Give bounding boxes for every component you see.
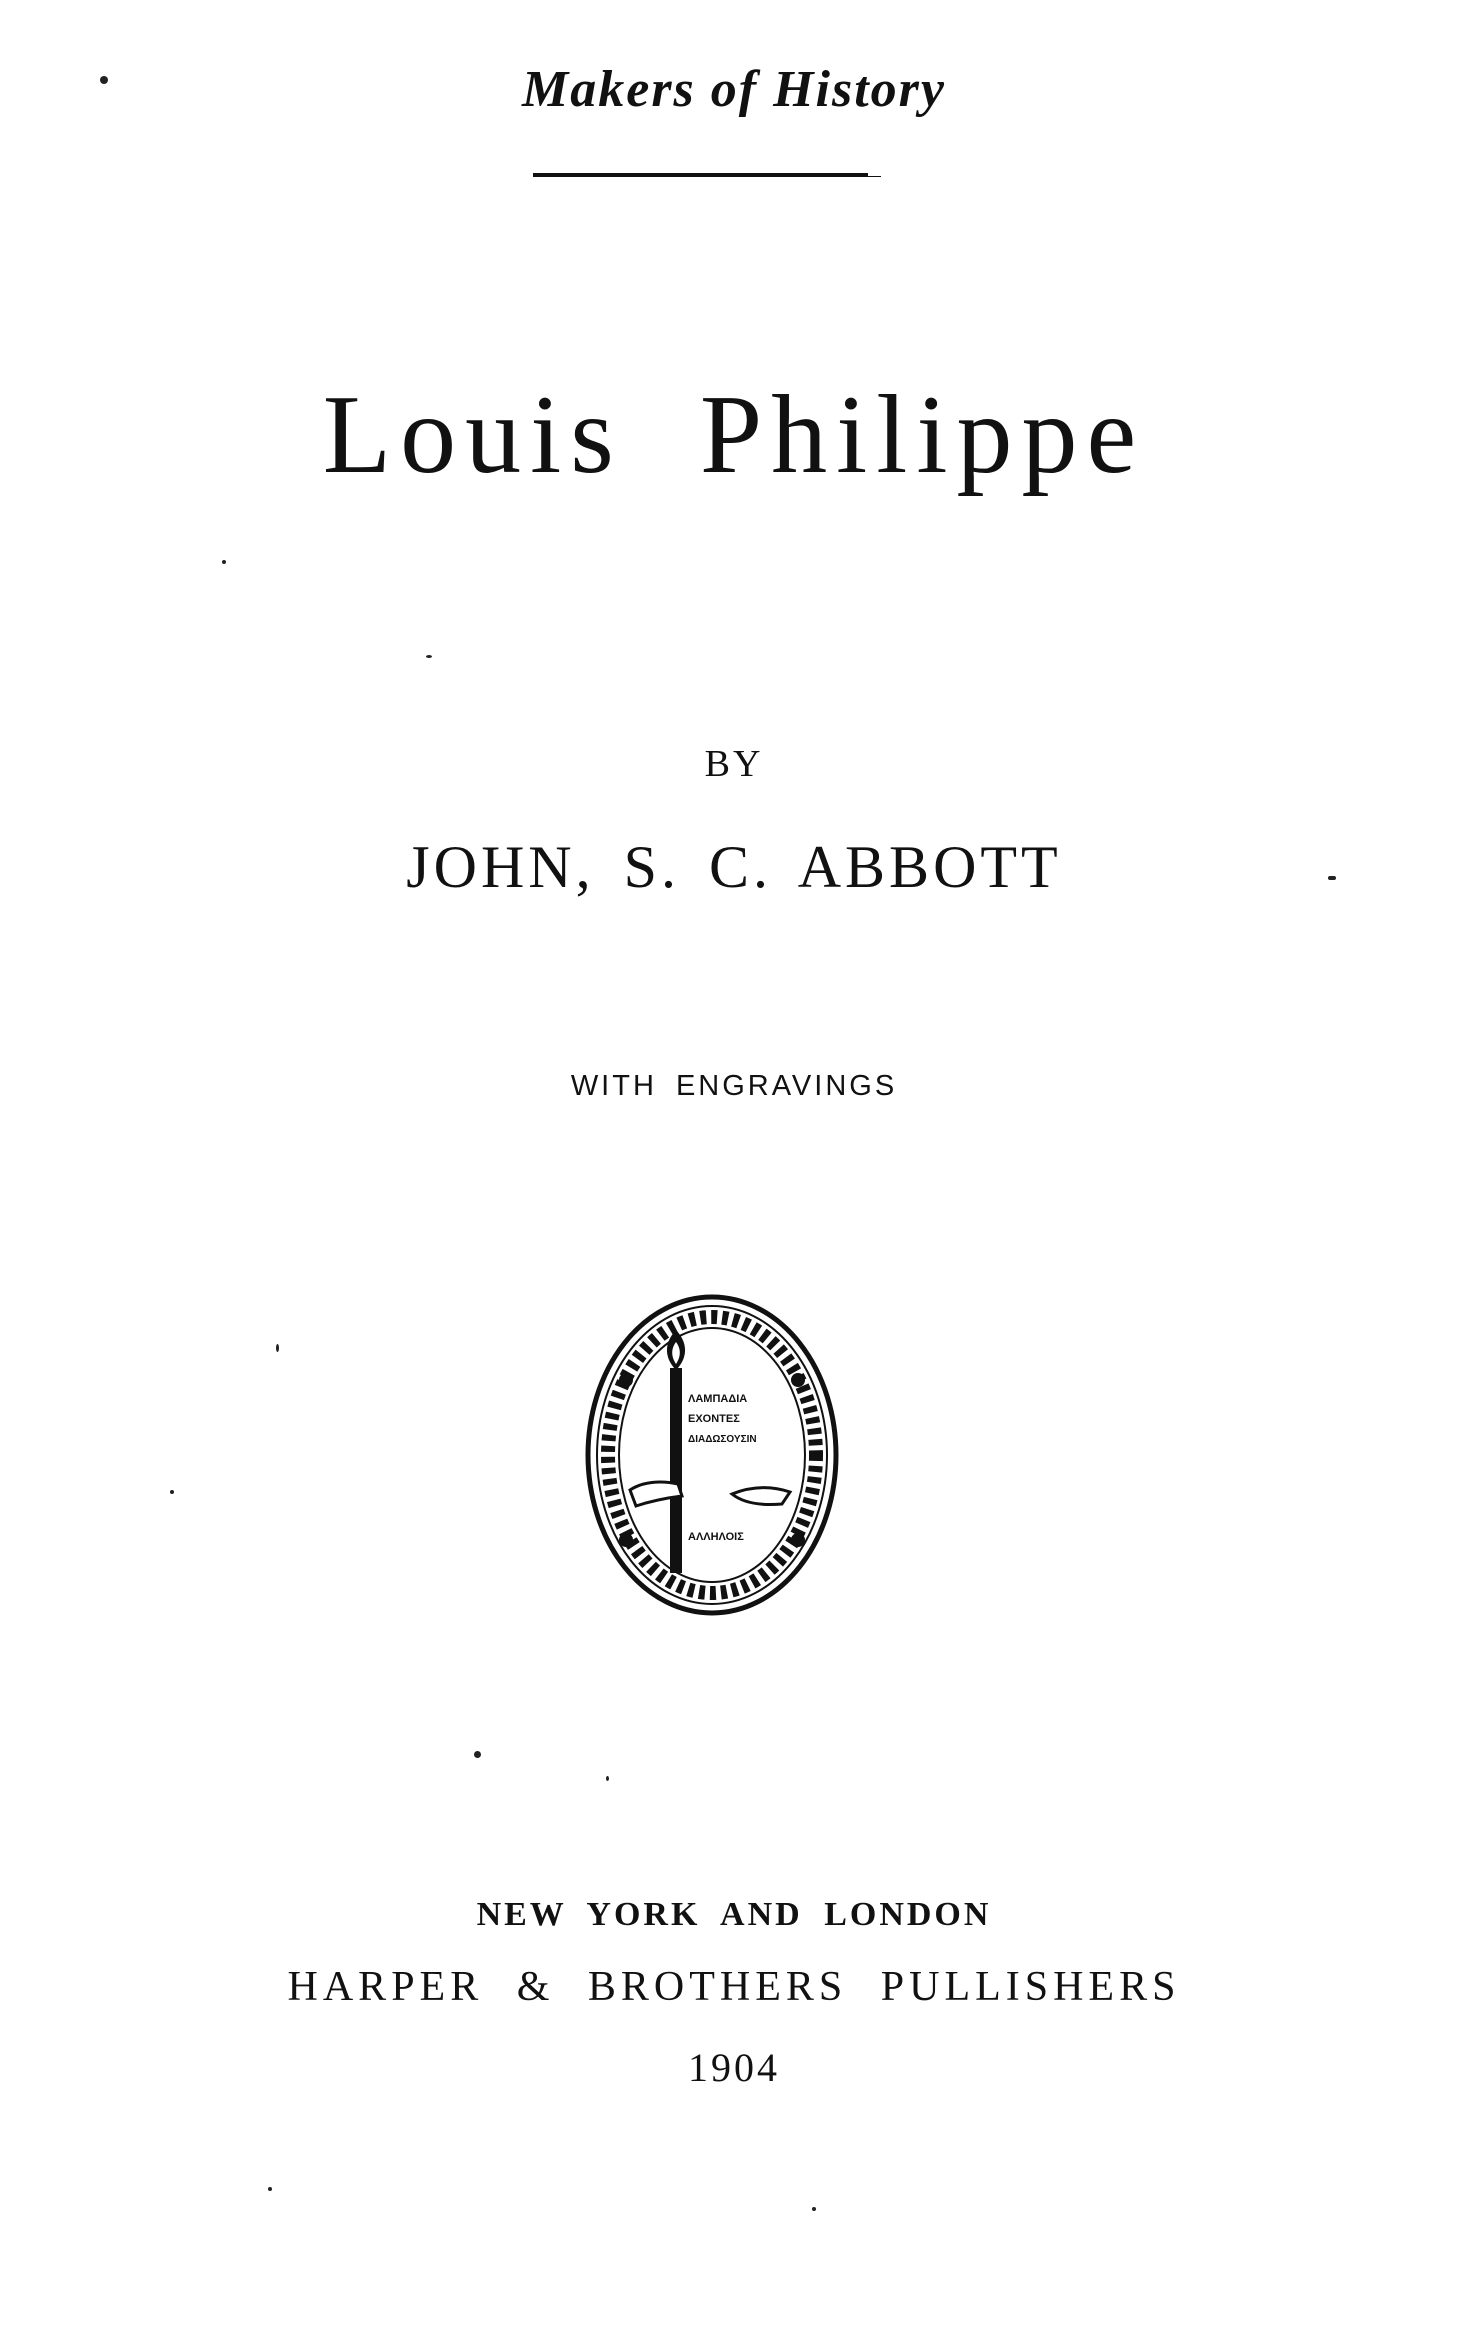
imprint-publisher: HARPER & BROTHERS PULLISHERS (287, 1964, 1181, 2010)
scan-speck (812, 2207, 816, 2211)
series-title: Makers of History (522, 61, 946, 118)
ribbon-knot (791, 1533, 805, 1547)
scan-speck (276, 1344, 279, 1352)
emblem-outer-ring (588, 1297, 836, 1613)
series-rule-gap (868, 173, 886, 176)
inscription-line: ΔΙΑΔΩΣΟΥΣΙΝ (688, 1434, 757, 1445)
scan-speck (268, 2187, 272, 2191)
ribbon-knot (791, 1373, 805, 1387)
scan-speck (170, 1490, 174, 1494)
by-label: BY (704, 743, 764, 785)
scan-speck (1328, 876, 1336, 880)
inscription-line: ΑΛΛΗΛΟΙΣ (688, 1531, 744, 1543)
ribbon-knot (619, 1373, 633, 1387)
ribbon-knot (619, 1533, 633, 1547)
scan-speck (222, 560, 226, 564)
torch-staff (670, 1368, 682, 1573)
scan-speck (474, 1751, 481, 1758)
publisher-emblem (582, 1290, 842, 1620)
imprint-place: NEW YORK AND LONDON (476, 1896, 992, 1933)
scan-speck (426, 655, 432, 658)
illustrations-note: WITH ENGRAVINGS (570, 1070, 898, 1102)
scan-speck (606, 1776, 609, 1781)
imprint-year: 1904 (688, 2045, 780, 2090)
series-rule (533, 173, 881, 177)
book-title: Louis Philippe (322, 373, 1146, 497)
author-name: JOHN, S. C. ABBOTT (406, 834, 1062, 900)
scan-speck (100, 76, 108, 84)
inscription-line: ΕΧΟΝΤΕΣ (688, 1413, 740, 1425)
inscription-line: ΛΑΜΠΑΔΙΑ (688, 1393, 748, 1405)
